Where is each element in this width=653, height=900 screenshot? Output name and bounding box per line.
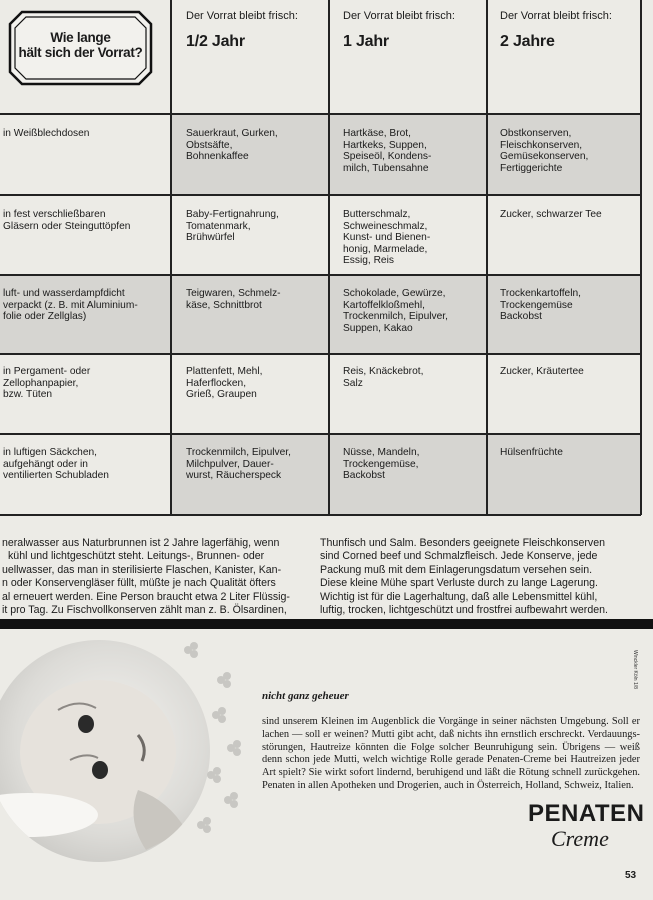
grid-line	[0, 194, 641, 196]
text-line: sind Corned beef und Schmalzfleisch. Jede Konserve, jede	[320, 550, 598, 563]
table-cell: Trockenmilch, Eipulver, Milchpulver, Dauer- wurst, Räucherspeck	[186, 447, 291, 482]
row-label: in luftigen Säckchen, aufgehängt oder in ventilierten Schubladen	[3, 447, 109, 482]
grid-line	[0, 433, 641, 435]
table-cell: Nüsse, Mandeln, Trockengemüse, Backobst	[343, 447, 420, 482]
column-header-note: Der Vorrat bleibt frisch:	[500, 10, 612, 22]
column-header-half-year: 1/2 Jahr	[186, 33, 245, 50]
table-cell: Obstkonserven, Fleischkonserven, Gemüsekonserven, Fertiggerichte	[500, 128, 589, 174]
column-header-note: Der Vorrat bleibt frisch:	[186, 10, 298, 22]
table-cell: Schokolade, Gewürze, Kartoffelkloßmehl, Trockenmilch, Eipulver, Suppen, Kakao	[343, 288, 448, 334]
text-line: uellwasser, das man in sterilisierte Flaschen, Kanister, Kan-	[2, 563, 282, 576]
agency-credit: Winckler Köln 1/8	[632, 650, 638, 689]
clover-pattern	[176, 640, 256, 840]
row-label: in Weißblechdosen	[3, 128, 90, 139]
badge-title: Wie lange hält sich der Vorrat?	[18, 30, 143, 60]
ad-body-text: sind unserem Kleinen im Augenblick die Vorgänge in seiner nächsten Umgebung. Soll er lachen — soll er weinen? Mutti gibt acht, daß nichts ihn ernstlich erschreckt. Verdauungs-störungen, Hautreize könnten die Folge solcher Beunruhigung sein. Übrigens — weiß denn schon jede Mutti, welch wichtige Rolle gerade Penaten-Creme bei Hautreizen jeder Art spielt? Sie wirkt sofort lindernd, beruhigend und läßt die Rötung schnell zurückgehen. Penaten in allen Apotheken und Drogerien, auch in Österreich, Holland, Schweiz, Italien.	[262, 716, 640, 791]
grid-line	[0, 514, 641, 516]
column-header-one-year: 1 Jahr	[343, 33, 389, 50]
grid-line	[0, 353, 641, 355]
table-cell: Baby-Fertignahrung, Tomatenmark, Brühwürfel	[186, 209, 279, 244]
table-cell: Butterschmalz, Schweineschmalz, Kunst- und Bienen- honig, Marmelade, Essig, Reis	[343, 209, 431, 267]
body-text-right	[320, 537, 642, 617]
text-line: Packung muß mit dem Einlagerungsdatum versehen sein.	[320, 563, 593, 576]
body-text-left	[2, 537, 306, 617]
brand-subtitle: Creme	[551, 826, 609, 851]
column-header-two-years: 2 Jahre	[500, 33, 555, 50]
text-line: al erneuert werden. Eine Person braucht etwa 2 Liter Flüssig-	[2, 590, 290, 603]
row-label: luft- und wasserdampfdicht verpackt (z. B. mit Aluminium- folie oder Zellglas)	[3, 288, 138, 323]
brand-logo: PENATEN	[528, 800, 645, 827]
grid-line	[486, 0, 488, 515]
text-line: Thunfisch und Salm. Besonders geeignete Fleischkonserven	[320, 537, 606, 549]
text-line: neralwasser aus Naturbrunnen ist 2 Jahre lagerfähig, wenn	[2, 537, 280, 549]
column-header-note: Der Vorrat bleibt frisch:	[343, 10, 455, 22]
table-cell: Teigwaren, Schmelz- käse, Schnittbrot	[186, 288, 281, 311]
text-line: luftig, trocken, lichtgeschützt und frostfrei aufbewahrt werden.	[320, 604, 608, 617]
table-cell: Plattenfett, Mehl, Haferflocken, Grieß, Graupen	[186, 366, 263, 401]
grid-line	[0, 113, 641, 115]
text-line: kühl und lichtgeschützt steht. Leitungs-, Brunnen- oder	[8, 550, 265, 563]
table-cell: Zucker, schwarzer Tee	[500, 209, 602, 220]
text-line: n oder Konservengläser füllt, müßte je nach Qualität öfters	[2, 577, 276, 590]
text-line: Wichtig ist für die Lagerhaltung, daß alle Lebensmittel kühl,	[320, 590, 598, 603]
text-line: it pro Tag. Zu Fischvollkonserven zählt man z. B. Ölsardinen,	[2, 604, 287, 617]
ad-headline: nicht ganz geheuer	[262, 690, 349, 702]
row-label: in Pergament- oder Zellophanpapier, bzw. Tüten	[3, 366, 91, 401]
table-cell: Sauerkraut, Gurken, Obstsäfte, Bohnenkaffee	[186, 128, 278, 163]
grid-line	[0, 274, 641, 276]
section-divider	[0, 619, 653, 629]
row-label: in fest verschließbaren Gläsern oder Steinguttöpfen	[3, 209, 131, 232]
table-cell: Hartkäse, Brot, Hartkeks, Suppen, Speiseöl, Kondens- milch, Tubensahne	[343, 128, 432, 174]
table-cell: Zucker, Kräutertee	[500, 366, 584, 377]
text-line: Diese kleine Mühe spart Verluste durch zu lange Lagerung.	[320, 577, 598, 590]
grid-line	[328, 0, 330, 515]
grid-line	[640, 0, 642, 515]
table-cell: Trockenkartoffeln, Trockengemüse Backobst	[500, 288, 581, 323]
grid-line	[170, 0, 172, 515]
table-cell: Reis, Knäckebrot, Salz	[343, 366, 424, 389]
table-cell: Hülsenfrüchte	[500, 447, 563, 458]
page-number: 53	[625, 870, 637, 881]
